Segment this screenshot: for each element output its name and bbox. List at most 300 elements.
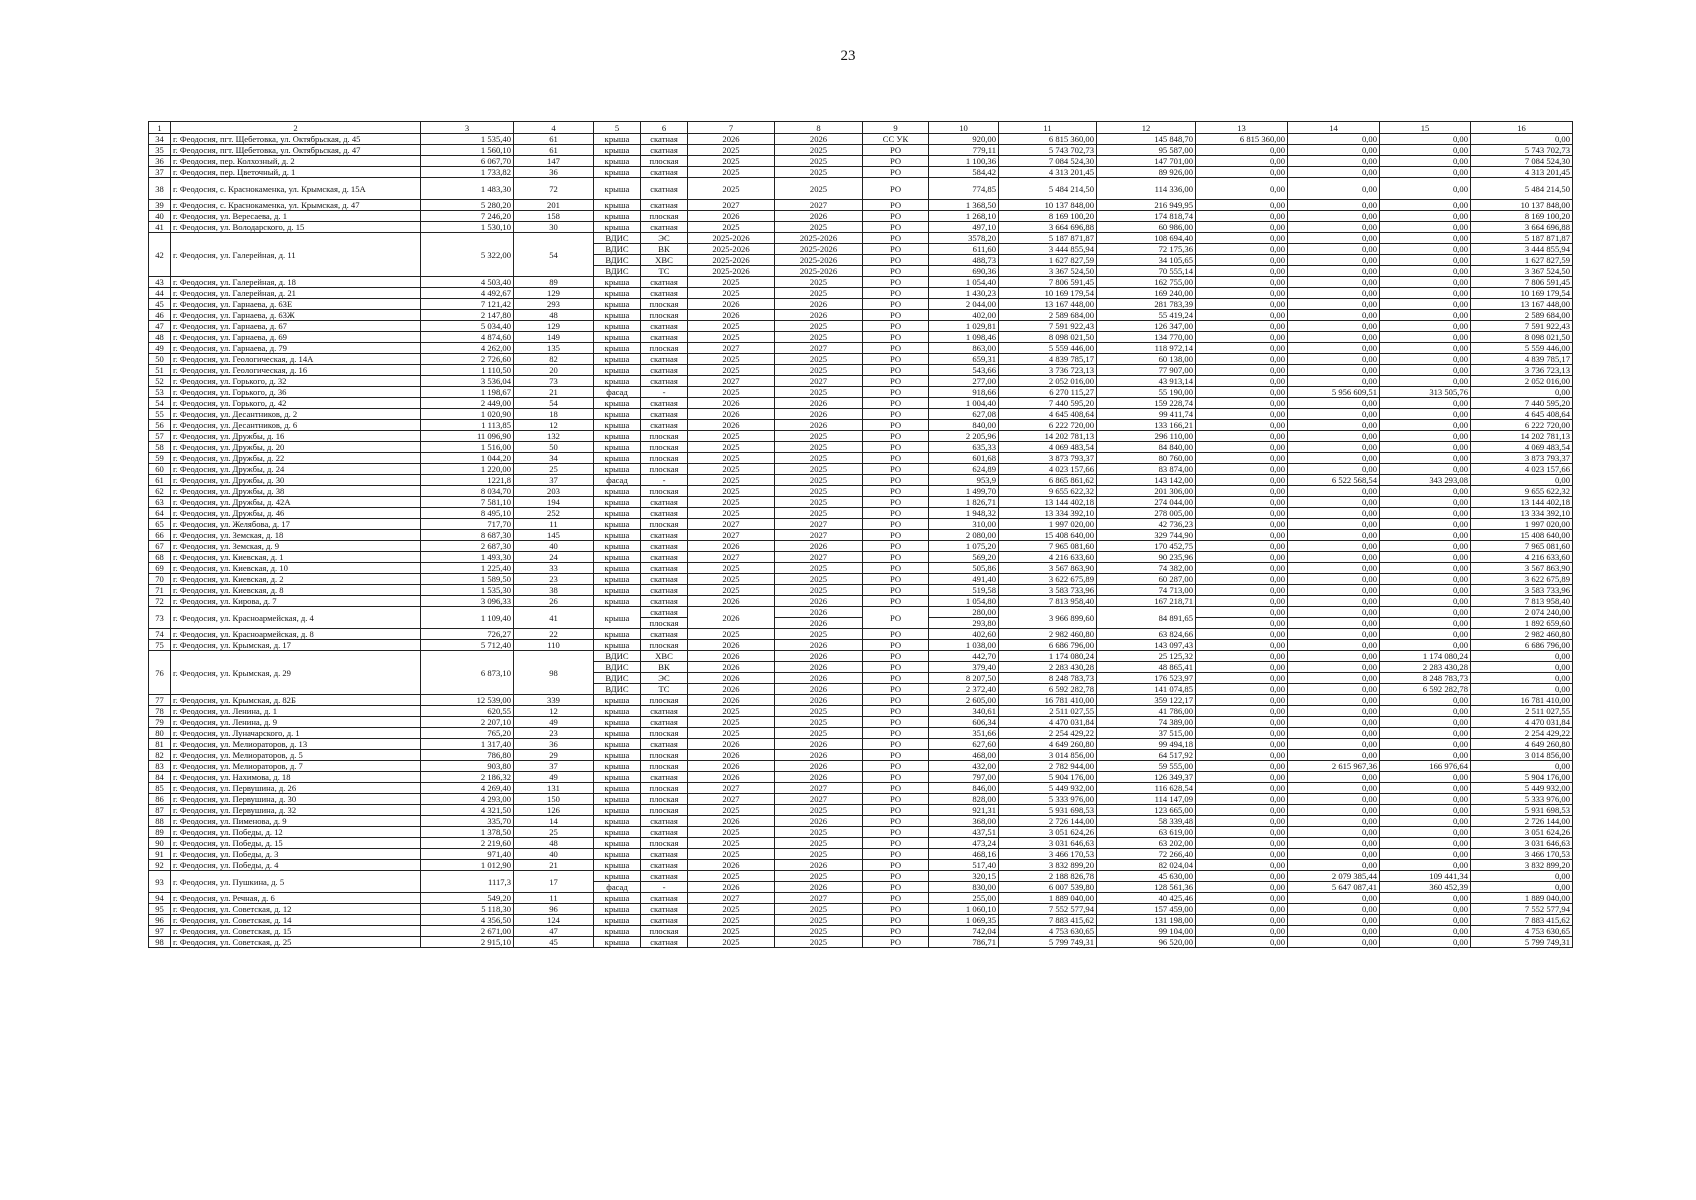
table-row	[149, 453, 1573, 464]
row-number: 89	[149, 827, 171, 838]
table-row	[149, 728, 1573, 739]
volume: 379,40	[929, 662, 999, 673]
element-kind: скатная	[641, 893, 688, 904]
area: 1 535,30	[421, 585, 514, 596]
address: г. Феодосия, ул. Советская, д. 12	[171, 904, 421, 915]
total-cost: 3 444 855,94	[999, 244, 1097, 255]
cost-per-unit: 40 425,46	[1097, 893, 1196, 904]
address: г. Феодосия, ул. Володарского, д. 15	[171, 222, 421, 233]
year-actual: 2026	[775, 882, 863, 893]
total-cost: 4 216 633,60	[999, 552, 1097, 563]
method: РО	[863, 651, 929, 662]
volume: 1 029,81	[929, 321, 999, 332]
total-cost: 5 799 749,31	[999, 937, 1097, 948]
table-row	[149, 167, 1573, 178]
year-actual: 2026	[775, 640, 863, 651]
residents: 48	[514, 310, 594, 321]
fund-col-15: 0,00	[1380, 266, 1471, 277]
year-actual: 2025	[775, 904, 863, 915]
table-row	[149, 838, 1573, 849]
element-type: крыша	[594, 541, 641, 552]
fund-col-13: 0,00	[1196, 453, 1288, 464]
element-kind: плоская	[641, 728, 688, 739]
year-plan: 2025	[688, 277, 775, 288]
fund-col-14: 0,00	[1288, 915, 1380, 926]
element-type: крыша	[594, 893, 641, 904]
element-kind: ХВС	[641, 255, 688, 266]
year-plan: 2025	[688, 706, 775, 717]
fund-col-15: 0,00	[1380, 277, 1471, 288]
total-cost: 1 174 080,24	[999, 651, 1097, 662]
volume: 1 499,70	[929, 486, 999, 497]
cost-per-unit: 123 665,00	[1097, 805, 1196, 816]
method: РО	[863, 750, 929, 761]
element-type: ВДИС	[594, 673, 641, 684]
cost-per-unit: 64 517,92	[1097, 750, 1196, 761]
residents: 129	[514, 321, 594, 332]
residents: 24	[514, 552, 594, 563]
year-actual: 2025	[775, 321, 863, 332]
area: 1221,8	[421, 475, 514, 486]
fund-col-14: 0,00	[1288, 563, 1380, 574]
total-cost: 4 649 260,80	[999, 739, 1097, 750]
method: РО	[863, 893, 929, 904]
element-type: крыша	[594, 563, 641, 574]
fund-col-15: 0,00	[1380, 772, 1471, 783]
cost-per-unit: 157 459,00	[1097, 904, 1196, 915]
residents: 45	[514, 937, 594, 948]
area: 1 516,00	[421, 442, 514, 453]
fund-col-15: 0,00	[1380, 750, 1471, 761]
fund-col-15: 0,00	[1380, 244, 1471, 255]
method: РО	[863, 255, 929, 266]
area: 1 530,10	[421, 222, 514, 233]
area: 1 483,30	[421, 178, 514, 200]
fund-col-16: 10 137 848,00	[1471, 200, 1573, 211]
row-number: 68	[149, 552, 171, 563]
address: г. Феодосия, ул. Десантников, д. 2	[171, 409, 421, 420]
residents: 47	[514, 926, 594, 937]
volume: 1 098,46	[929, 332, 999, 343]
volume: 774,85	[929, 178, 999, 200]
element-kind: скатная	[641, 574, 688, 585]
year-actual: 2027	[775, 530, 863, 541]
fund-col-15: 0,00	[1380, 442, 1471, 453]
address: г. Феодосия, ул. Красноармейская, д. 4	[171, 607, 421, 629]
table-row	[149, 794, 1573, 805]
fund-col-13: 0,00	[1196, 530, 1288, 541]
total-cost: 2 052 016,00	[999, 376, 1097, 387]
cost-per-unit: 37 515,00	[1097, 728, 1196, 739]
method: РО	[863, 233, 929, 244]
volume: 659,31	[929, 354, 999, 365]
volume: 584,42	[929, 167, 999, 178]
address: г. Феодосия, пгт. Щебетовка, ул. Октябрьская, д. 45	[171, 134, 421, 145]
fund-col-15: 0,00	[1380, 541, 1471, 552]
volume: 606,34	[929, 717, 999, 728]
table-row	[149, 508, 1573, 519]
fund-col-16: 6 686 796,00	[1471, 640, 1573, 651]
volume: 517,40	[929, 860, 999, 871]
fund-col-16: 1 627 827,59	[1471, 255, 1573, 266]
fund-col-13: 6 815 360,00	[1196, 134, 1288, 145]
element-type: крыша	[594, 530, 641, 541]
total-cost: 13 334 392,10	[999, 508, 1097, 519]
total-cost: 9 655 622,32	[999, 486, 1097, 497]
fund-col-13: 0,00	[1196, 772, 1288, 783]
fund-col-16: 13 167 448,00	[1471, 299, 1573, 310]
method: РО	[863, 838, 929, 849]
address: г. Феодосия, ул. Дружбы, д. 16	[171, 431, 421, 442]
year-actual: 2025	[775, 464, 863, 475]
volume: 432,00	[929, 761, 999, 772]
address: г. Феодосия, пер. Цветочный, д. 1	[171, 167, 421, 178]
table-row	[149, 640, 1573, 651]
total-cost: 7 806 591,45	[999, 277, 1097, 288]
fund-col-15: 0,00	[1380, 321, 1471, 332]
fund-col-13: 0,00	[1196, 288, 1288, 299]
volume: 543,66	[929, 365, 999, 376]
fund-col-16: 0,00	[1471, 651, 1573, 662]
volume: 953,9	[929, 475, 999, 486]
fund-col-14: 0,00	[1288, 486, 1380, 497]
element-type: крыша	[594, 178, 641, 200]
cost-per-unit: 131 198,00	[1097, 915, 1196, 926]
fund-col-14: 0,00	[1288, 530, 1380, 541]
volume: 402,00	[929, 310, 999, 321]
row-number: 45	[149, 299, 171, 310]
element-kind: скатная	[641, 321, 688, 332]
method: РО	[863, 794, 929, 805]
volume: 351,66	[929, 728, 999, 739]
method: РО	[863, 167, 929, 178]
volume: 1 054,80	[929, 596, 999, 607]
cost-per-unit: 74 382,00	[1097, 563, 1196, 574]
volume: 255,00	[929, 893, 999, 904]
year-plan: 2027	[688, 519, 775, 530]
residents: 124	[514, 915, 594, 926]
address: г. Феодосия, ул. Дружбы, д. 42А	[171, 497, 421, 508]
year-actual: 2025	[775, 167, 863, 178]
row-number: 47	[149, 321, 171, 332]
total-cost: 6 686 796,00	[999, 640, 1097, 651]
year-actual: 2026	[775, 420, 863, 431]
address: г. Феодосия, ул. Гарнаева, д. 63Е	[171, 299, 421, 310]
year-plan: 2026	[688, 398, 775, 409]
year-actual: 2025	[775, 431, 863, 442]
method: РО	[863, 849, 929, 860]
year-actual: 2025	[775, 354, 863, 365]
method: РО	[863, 563, 929, 574]
column-number: 1	[149, 122, 171, 134]
element-type: крыша	[594, 772, 641, 783]
element-type: ВДИС	[594, 233, 641, 244]
row-number: 34	[149, 134, 171, 145]
address: г. Феодосия, ул. Дружбы, д. 22	[171, 453, 421, 464]
table-row	[149, 739, 1573, 750]
fund-col-15: 0,00	[1380, 816, 1471, 827]
year-plan: 2026	[688, 211, 775, 222]
fund-col-13: 0,00	[1196, 266, 1288, 277]
year-actual: 2025	[775, 497, 863, 508]
volume: 310,00	[929, 519, 999, 530]
year-plan: 2027	[688, 893, 775, 904]
element-kind: скатная	[641, 629, 688, 640]
element-kind: скатная	[641, 145, 688, 156]
method: РО	[863, 376, 929, 387]
fund-col-14: 0,00	[1288, 310, 1380, 321]
element-type: ВДИС	[594, 244, 641, 255]
area: 726,27	[421, 629, 514, 640]
cost-per-unit: 70 555,14	[1097, 266, 1196, 277]
area: 1 012,90	[421, 860, 514, 871]
year-plan: 2026	[688, 420, 775, 431]
method: РО	[863, 904, 929, 915]
fund-col-16: 2 726 144,00	[1471, 816, 1573, 827]
element-kind: скатная	[641, 585, 688, 596]
element-kind: скатная	[641, 772, 688, 783]
address: г. Феодосия, ул. Пименова, д. 9	[171, 816, 421, 827]
address: г. Феодосия, пгт. Щебетовка, ул. Октябрьская, д. 47	[171, 145, 421, 156]
volume: 519,58	[929, 585, 999, 596]
fund-col-13: 0,00	[1196, 574, 1288, 585]
volume: 830,00	[929, 882, 999, 893]
year-actual: 2025	[775, 288, 863, 299]
element-kind: ЭС	[641, 673, 688, 684]
fund-col-15: 0,00	[1380, 717, 1471, 728]
row-number: 77	[149, 695, 171, 706]
fund-col-16: 0,00	[1471, 387, 1573, 398]
fund-col-16: 7 806 591,45	[1471, 277, 1573, 288]
residents: 37	[514, 761, 594, 772]
year-plan: 2025	[688, 222, 775, 233]
table-row	[149, 717, 1573, 728]
year-actual: 2025	[775, 805, 863, 816]
year-actual: 2026	[775, 772, 863, 783]
column-number: 7	[688, 122, 775, 134]
year-plan: 2025	[688, 145, 775, 156]
total-cost: 1 627 827,59	[999, 255, 1097, 266]
fund-col-13: 0,00	[1196, 728, 1288, 739]
table-row	[149, 233, 1573, 244]
address: г. Феодосия, ул. Победы, д. 4	[171, 860, 421, 871]
fund-col-13: 0,00	[1196, 640, 1288, 651]
cost-per-unit: 174 818,74	[1097, 211, 1196, 222]
cost-per-unit: 63 824,66	[1097, 629, 1196, 640]
volume: 1 268,10	[929, 211, 999, 222]
element-type: крыша	[594, 816, 641, 827]
fund-col-15: 2 283 430,28	[1380, 662, 1471, 673]
area: 4 874,60	[421, 332, 514, 343]
repair-program-table	[148, 121, 1573, 948]
fund-col-14: 6 522 568,54	[1288, 475, 1380, 486]
method: РО	[863, 706, 929, 717]
row-number: 44	[149, 288, 171, 299]
method: РО	[863, 695, 929, 706]
table-row	[149, 134, 1573, 145]
table-row	[149, 651, 1573, 662]
total-cost: 3 051 624,26	[999, 827, 1097, 838]
element-kind: плоская	[641, 805, 688, 816]
area: 5 034,40	[421, 321, 514, 332]
volume: 1 060,10	[929, 904, 999, 915]
fund-col-15: 0,00	[1380, 618, 1471, 629]
address: г. Феодосия, ул. Гарнаева, д. 67	[171, 321, 421, 332]
table-row	[149, 904, 1573, 915]
fund-col-13: 0,00	[1196, 849, 1288, 860]
residents: 61	[514, 145, 594, 156]
element-type: крыша	[594, 134, 641, 145]
fund-col-16: 3 873 793,37	[1471, 453, 1573, 464]
cost-per-unit: 359 122,17	[1097, 695, 1196, 706]
address: г. Феодосия, ул. Горького, д. 32	[171, 376, 421, 387]
residents: 339	[514, 695, 594, 706]
cost-per-unit: 60 287,00	[1097, 574, 1196, 585]
fund-col-14: 0,00	[1288, 717, 1380, 728]
fund-col-14: 0,00	[1288, 662, 1380, 673]
address: г. Феодосия, ул. Крымская, д. 17	[171, 640, 421, 651]
table-row	[149, 607, 1573, 618]
fund-col-15: 0,00	[1380, 431, 1471, 442]
fund-col-14: 0,00	[1288, 805, 1380, 816]
element-kind: плоская	[641, 783, 688, 794]
total-cost: 6 592 282,78	[999, 684, 1097, 695]
element-type: крыша	[594, 827, 641, 838]
element-kind: ВК	[641, 662, 688, 673]
fund-col-14: 0,00	[1288, 541, 1380, 552]
fund-col-15: 0,00	[1380, 596, 1471, 607]
row-number: 66	[149, 530, 171, 541]
element-type: крыша	[594, 222, 641, 233]
fund-col-16: 5 931 698,53	[1471, 805, 1573, 816]
year-actual: 2026	[775, 750, 863, 761]
method: РО	[863, 684, 929, 695]
year-plan: 2025	[688, 926, 775, 937]
year-plan: 2025	[688, 354, 775, 365]
fund-col-16: 4 023 157,66	[1471, 464, 1573, 475]
method: РО	[863, 266, 929, 277]
volume: 1 368,50	[929, 200, 999, 211]
total-cost: 7 084 524,30	[999, 156, 1097, 167]
fund-col-15: 0,00	[1380, 937, 1471, 948]
fund-col-15: 0,00	[1380, 838, 1471, 849]
row-number: 41	[149, 222, 171, 233]
row-number: 72	[149, 596, 171, 607]
area: 2 186,32	[421, 772, 514, 783]
element-type: крыша	[594, 607, 641, 629]
fund-col-16: 7 591 922,43	[1471, 321, 1573, 332]
year-actual: 2025	[775, 486, 863, 497]
year-plan: 2026	[688, 882, 775, 893]
fund-col-16: 4 313 201,45	[1471, 167, 1573, 178]
cost-per-unit: 274 044,00	[1097, 497, 1196, 508]
row-number: 92	[149, 860, 171, 871]
element-type: крыша	[594, 497, 641, 508]
area: 2 915,10	[421, 937, 514, 948]
year-actual: 2025-2026	[775, 244, 863, 255]
element-kind: скатная	[641, 508, 688, 519]
column-number-row	[149, 122, 1573, 134]
address: г. Феодосия, ул. Вересаева, д. 1	[171, 211, 421, 222]
cost-per-unit: 162 755,00	[1097, 277, 1196, 288]
fund-col-16: 5 187 871,87	[1471, 233, 1573, 244]
cost-per-unit: 133 166,21	[1097, 420, 1196, 431]
residents: 37	[514, 475, 594, 486]
cost-per-unit: 45 630,00	[1097, 871, 1196, 882]
residents: 17	[514, 871, 594, 893]
element-type: крыша	[594, 585, 641, 596]
fund-col-16: 5 743 702,73	[1471, 145, 1573, 156]
total-cost: 15 408 640,00	[999, 530, 1097, 541]
total-cost: 3 736 723,13	[999, 365, 1097, 376]
year-actual: 2025	[775, 475, 863, 486]
area: 2 671,00	[421, 926, 514, 937]
fund-col-15: 0,00	[1380, 508, 1471, 519]
table-row	[149, 497, 1573, 508]
area: 2 726,60	[421, 354, 514, 365]
fund-col-16: 7 552 577,94	[1471, 904, 1573, 915]
residents: 158	[514, 211, 594, 222]
year-plan: 2025	[688, 431, 775, 442]
fund-col-16: 2 982 460,80	[1471, 629, 1573, 640]
fund-col-14: 0,00	[1288, 596, 1380, 607]
fund-col-15: 0,00	[1380, 288, 1471, 299]
year-plan: 2026	[688, 541, 775, 552]
fund-col-13: 0,00	[1196, 167, 1288, 178]
row-number: 93	[149, 871, 171, 893]
total-cost: 4 023 157,66	[999, 464, 1097, 475]
cost-per-unit: 42 736,23	[1097, 519, 1196, 530]
fund-col-13: 0,00	[1196, 365, 1288, 376]
fund-col-14: 0,00	[1288, 266, 1380, 277]
method: РО	[863, 156, 929, 167]
address: г. Феодосия, ул. Советская, д. 14	[171, 915, 421, 926]
table-row	[149, 321, 1573, 332]
fund-col-14: 0,00	[1288, 453, 1380, 464]
row-number: 48	[149, 332, 171, 343]
method: РО	[863, 310, 929, 321]
area: 3 536,04	[421, 376, 514, 387]
address: г. Феодосия, ул. Галерейная, д. 18	[171, 277, 421, 288]
method: РО	[863, 332, 929, 343]
cost-per-unit: 95 587,00	[1097, 145, 1196, 156]
volume: 569,20	[929, 552, 999, 563]
fund-col-13: 0,00	[1196, 552, 1288, 563]
address: г. Феодосия, ул. Киевская, д. 10	[171, 563, 421, 574]
method: РО	[863, 475, 929, 486]
year-plan: 2026	[688, 640, 775, 651]
area: 4 269,40	[421, 783, 514, 794]
cost-per-unit: 63 202,00	[1097, 838, 1196, 849]
fund-col-14: 0,00	[1288, 156, 1380, 167]
fund-col-16: 7 965 081,60	[1471, 541, 1573, 552]
method: РО	[863, 629, 929, 640]
element-type: ВДИС	[594, 651, 641, 662]
year-plan: 2025	[688, 486, 775, 497]
method: РО	[863, 574, 929, 585]
area: 971,40	[421, 849, 514, 860]
residents: 36	[514, 739, 594, 750]
element-kind: плоская	[641, 431, 688, 442]
residents: 201	[514, 200, 594, 211]
address: г. Феодосия, ул. Красноармейская, д. 8	[171, 629, 421, 640]
area: 5 280,20	[421, 200, 514, 211]
element-kind: ВК	[641, 244, 688, 255]
cost-per-unit: 134 770,00	[1097, 332, 1196, 343]
fund-col-14: 0,00	[1288, 200, 1380, 211]
volume: 611,60	[929, 244, 999, 255]
volume: 627,60	[929, 739, 999, 750]
